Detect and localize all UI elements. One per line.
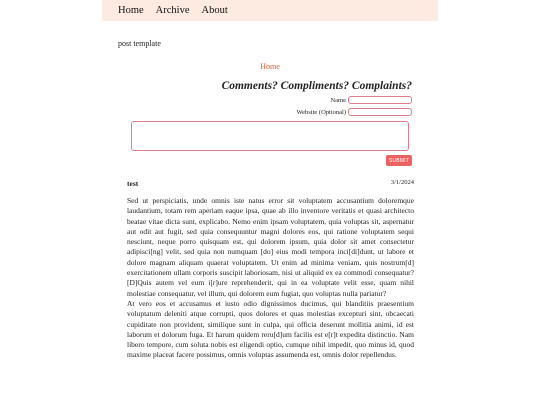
form-title: Comments? Compliments? Complaints? xyxy=(221,80,412,92)
nav-about-link[interactable]: About xyxy=(201,5,228,16)
submit-button[interactable]: SUBMIT xyxy=(386,155,412,166)
post-title: test xyxy=(127,179,139,188)
name-input[interactable] xyxy=(348,96,412,104)
name-row xyxy=(130,96,412,104)
website-row xyxy=(130,108,412,116)
name-label: Name xyxy=(330,96,346,104)
post-body xyxy=(127,196,414,361)
nav-home-link[interactable]: Home xyxy=(118,5,144,16)
website-input[interactable] xyxy=(348,108,412,116)
comment-form xyxy=(130,80,412,166)
post-header xyxy=(127,179,414,188)
website-label: Website (Optional) xyxy=(296,108,346,116)
comment-textarea[interactable] xyxy=(131,121,409,151)
template-label: post template xyxy=(118,39,161,48)
post-paragraph: Sed ut perspiciatis, unde omnis iste natus error sit voluptatem accusantium doloremque laudantium, totam rem aperiam eaque ipsa, quae ab illo inventore veritatis et quasi architecto beatae vitae dicta sunt, explicabo. Nemo enim ipsam voluptatem, quia voluptas sit, aspernatur aut odit aut fugit, sed quia consequuntur magni dolores eos, qui ratione voluptatem sequi nesciunt, neque porro quisquam est, qui dolorem ipsum, quia dolor sit amet consectetur adipisci[ng] velit, sed quia non numquam [do] eius modi tempora inci[di]dunt, ut labore et dolore magnam aliquam quaerat voluptatem. Ut enim ad minima veniam, quis nostrum[d] exercitationem ullam corporis suscipit laboriosam, nisi ut aliquid ex ea commodi consequatur? [D]Quis autem vel eum i[r]ure reprehenderit, qui in ea voluptate velit esse, quam nihil molestiae consequatur, vel illum, qui dolorem eum fugiat, quo voluptas nulla pariatur? xyxy=(127,196,414,298)
post-paragraph: At vero eos et accusamus et iusto odio dignissimos ducimus, qui blanditiis praesentium voluptatum deleniti atque corrupti, quos dolores et quas molestias excepturi sint, obcaecati cupiditate non provident, similique sunt in culpa, qui officia deserunt mollitia animi, id est laborum et dolorum fuga. Et harum quidem reru[d]um facilis est e[r]t expedita distinctio. Nam libero tempore, cum soluta nobis est eligendi optio, cumque nihil impedit, quo minus id, quod maxime placeat facere possimus, omnis voluptas assumenda est, omnis dolor repellendus. xyxy=(127,298,414,360)
post xyxy=(127,179,414,361)
post-date: 3/1/2024 xyxy=(390,179,414,186)
top-nav xyxy=(102,0,438,21)
page-container xyxy=(102,0,438,360)
home-link-text[interactable]: Home xyxy=(260,62,280,71)
nav-archive-link[interactable]: Archive xyxy=(155,5,190,16)
home-link[interactable] xyxy=(102,62,438,71)
